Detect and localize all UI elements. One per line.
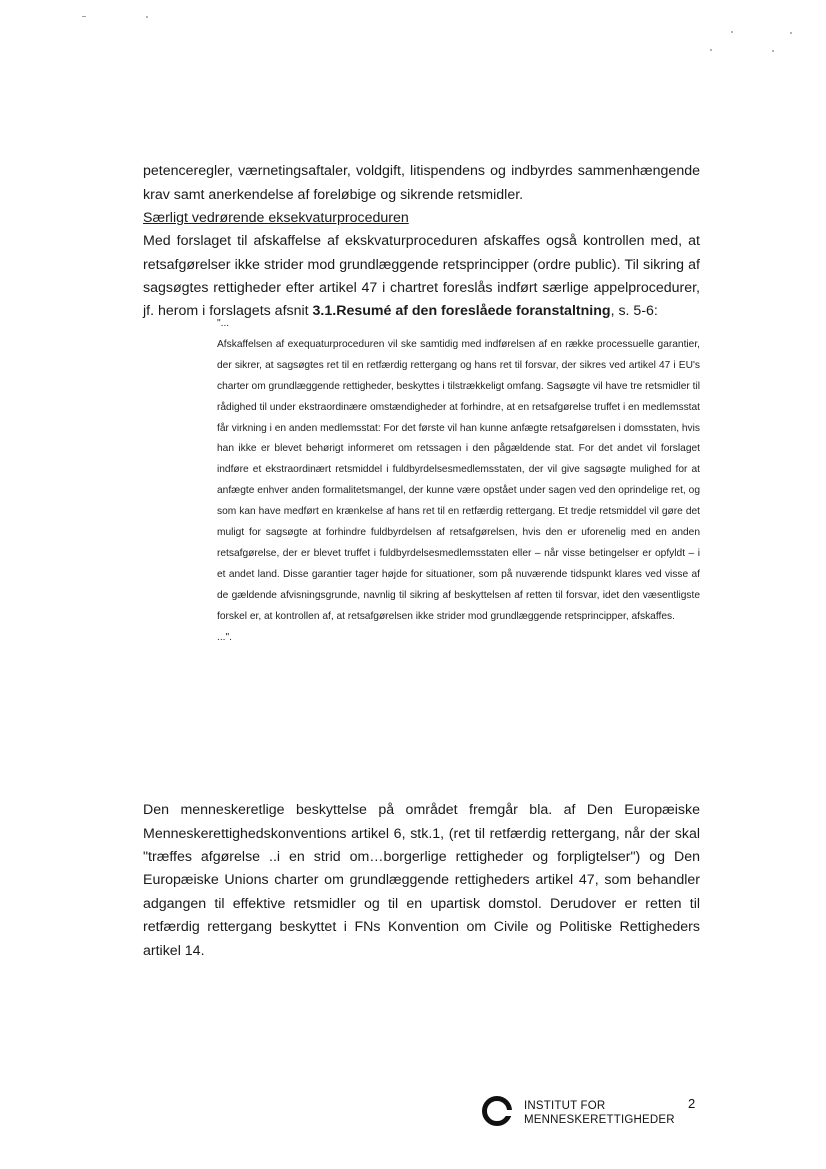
quote-open: "... [217, 318, 230, 329]
quote-text: Afskaffelsen af exequaturproceduren vil ske samtidig med indførelsen af en række processuelle garantier, der sikrer, at sagsøgtes ret til en retfærdig rettergang og hans ret til forsvar, der sikres ved artikel 47 i EU's charter om grundlæggende rettigheder, beskyttes i tilstrækkeligt omfang. Sagsøgte vil have tre retsmidler til rådighed til under ekstraordinære omstændigheder at forhindre, at en retsafgørelse truffet i en medlemsstat får virkning i en anden medlemsstat: For det første vil han kunne anfægte retsafgørelsen i domsstaten, hvis han ikke er blevet behørigt informeret om retssagen i den pågældende stat. For det andet vil forslaget indføre et ekstraordinært retsmiddel i fuldbyrdelsesmedlemsstaten, der vil give sagsøgte mulighed for at anfægte enhver anden formalitetsmangel, der kunne være opstået under sagen ved den oprindelige ret, og som kan have medført en krænkelse af hans ret til en retfærdig rettergang. Et tredje retsmiddel vil gøre det muligt for sagsøgte at forhindre fuldbyrdelsen af retsafgørelsen, hvis den er uforenelig med en anden retsafgørelse, der er blevet truffet i fuldbyrdelsesmedlemsstaten eller – når visse betingelser er opfyldt – i et andet land. Disse garantier tager højde for situationer, som på nuværende tidspunkt klares ved visse af de gældende afvisningsgrunde, navnlig til sikring af beskyttelsen af retten til forsvar, idet den væsentligste forskel er, at kontrollen af, at retsafgørelsen ikke strider mod grundlæggende retsprincipper, afskaffes. [217, 338, 701, 622]
paragraph-procedure [143, 230, 700, 324]
scan-speck [790, 32, 792, 34]
scan-speck [146, 16, 148, 18]
logo-line-1: INSTITUT FOR [524, 1100, 606, 1112]
page-number: 2 [688, 1096, 696, 1111]
scan-speck [710, 49, 712, 51]
logo-line-2: MENNESKERETTIGHEDER [524, 1114, 675, 1126]
paragraph-procedure-tail: , s. 5-6: [610, 303, 658, 320]
scan-speck [82, 16, 86, 17]
ring-icon [482, 1096, 512, 1126]
paragraph-human-rights: Den menneskeretlige beskyttelse på området fremgår bla. af Den Europæiske Menneskerettighedskonventions artikel 6, stk.1, (ret til retfærdig rettergang, når der skal "træffes afgørelse ..i en strid om…borgerlige rettigheder og forpligtelser") og Den Europæiske Unions charter om grundlæggende rettigheders artikel 47, som behandler adgangen til effektive retsmidler og til en upartisk domstol. Derudover er retten til retfærdig rettergang beskyttet i FNs Konvention om Civile og Politiske Rettigheders artikel 14. [143, 802, 700, 959]
section-reference: 3.1.Resumé af den foreslåede foranstaltning [312, 303, 611, 320]
paragraph-intro: petenceregler, værnetingsaftaler, voldgift, litispendens og indbyrdes sammenhængende krav samt anerkendelse af foreløbige og sikrende retsmidler. [143, 163, 700, 203]
quote-close: ...". [217, 631, 232, 643]
institute-logo [482, 1094, 682, 1134]
scan-speck [731, 31, 733, 33]
block-quote [217, 314, 700, 649]
scan-speck [772, 50, 774, 52]
section-heading: Særligt vedrørende eksekvaturproceduren [143, 210, 409, 227]
paragraph-procedure-text: Med forslaget til afskaffelse af ekskvaturproceduren afskaffes også kontrollen med, at retsafgørelser ikke strider mod grundlæggende retsprincipper (ordre public). Til sikring af sagsøgtes rettigheder efter artikel 47 i chartret foreslås indført særlige appelprocedurer, jf. herom i forslagets afsnit [143, 233, 700, 320]
logo-text [524, 1099, 675, 1127]
